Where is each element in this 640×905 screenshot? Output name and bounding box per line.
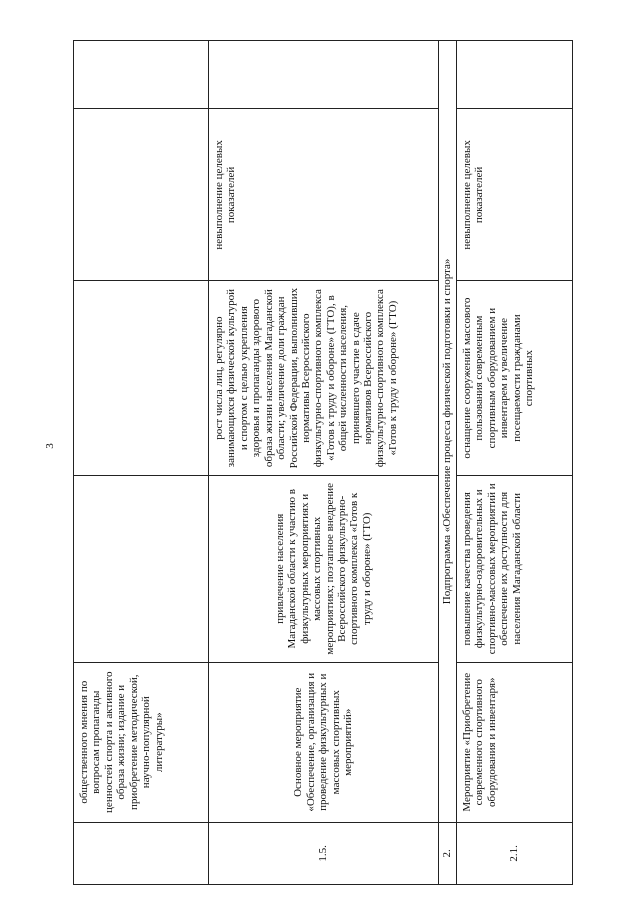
measure-name: общественного мнения по вопросам пропаганды ценностей спорта и активного образа жизни; издание и приобретение методической, научно-популярной литературы» — [74, 662, 209, 822]
measure-task — [74, 475, 209, 662]
expected-result: оснащение сооружений массового пользования современным спортивным оборудованием и инвентарем и увеличение посещаемости гражданами спортивных — [457, 281, 573, 475]
extra-cell — [209, 41, 439, 109]
risk-consequence: невыполнение целевых показателей — [209, 109, 439, 281]
subprogram-number: 2. — [439, 822, 457, 884]
rotated-page-content — [73, 40, 573, 885]
row-number: 2.1. — [457, 822, 573, 884]
measure-name: Основное мероприятие «Обеспечение, организация и проведение физкультурных и массовых спортивных мероприятий» — [209, 662, 439, 822]
extra-cell — [74, 41, 209, 109]
row-number — [74, 822, 209, 884]
table-row — [209, 41, 439, 885]
extra-cell — [457, 41, 573, 109]
risk-consequence — [74, 109, 209, 281]
table-row — [457, 41, 573, 885]
expected-result: рост числа лиц, регулярно занимающихся физической культурой и спортом с целью укрепления здоровья и пропаганды здорового образа жизни населения Магаданской области; увеличение доли граждан Российской Федерации, выполнивших нормативы Всероссийского физкультурно-спортивного комплекса «Готов к труду и обороне» (ГТО), в общей численности населения, принявшего участие в сдаче нормативов Всероссийского физкультурно-спортивного комплекса «Готов к труду и обороне» (ГТО) — [209, 281, 439, 475]
page-number: 3 — [44, 443, 56, 449]
program-table — [73, 40, 573, 885]
measure-task: повышение качества проведения физкультурно-оздоровительных и спортивно-массовых мероприятий и обеспечение их доступности для населения Магаданской области — [457, 475, 573, 662]
subprogram-row — [439, 41, 457, 885]
measure-name: Мероприятие «Приобретение современного спортивного оборудования и инвентаря» — [457, 662, 573, 822]
subprogram-title: Подпрограмма «Обеспечение процесса физической подготовки и спорта» — [439, 41, 457, 823]
table-row — [74, 41, 209, 885]
row-number: 1.5. — [209, 822, 439, 884]
risk-consequence: невыполнение целевых показателей — [457, 109, 573, 281]
measure-task: привлечение населения Магаданской области к участию в физкультурных мероприятиях и массовых спортивных мероприятиях; поэтапное внедрение Всероссийского физкультурно-спортивного комплекса «Готов к труду и обороне» (ГТО) — [209, 475, 439, 662]
expected-result — [74, 281, 209, 475]
